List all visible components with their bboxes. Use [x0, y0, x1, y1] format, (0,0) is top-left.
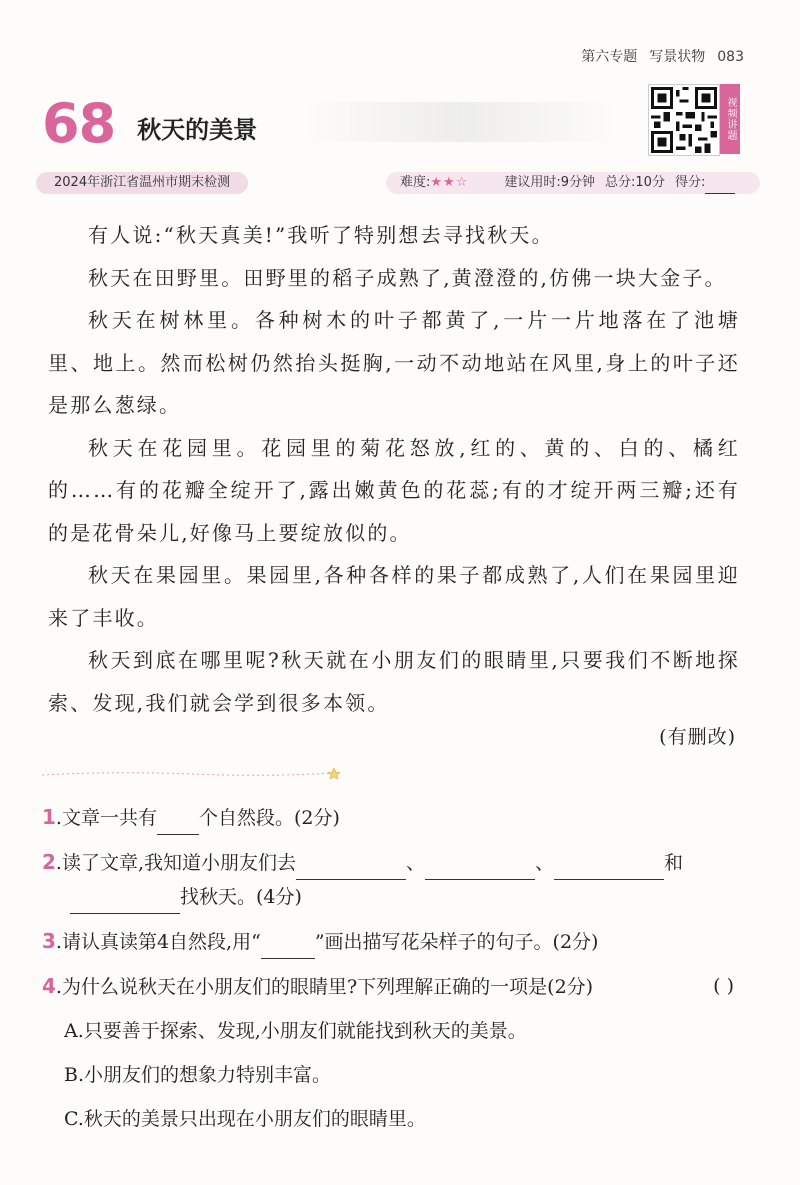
lesson-title: 秋天的美景	[137, 116, 258, 144]
question-number: 2	[42, 850, 56, 874]
paragraph: 秋天在果园里。果园里,各种各样的果子都成熟了,人们在果园里迎来了丰收。	[48, 563, 740, 630]
paragraph: 秋天在田野里。田野里的稻子成熟了,黄澄澄的,仿佛一块大金子。	[88, 265, 727, 290]
video-qr[interactable]	[648, 84, 740, 156]
score-got: 得分:	[675, 172, 735, 194]
question-2: 2.读了文章,我知道小朋友们去 、 、 和 找秋天。(4分)	[42, 845, 752, 914]
section-divider	[42, 768, 342, 780]
answer-blank[interactable]	[157, 834, 199, 835]
paragraph: 有人说:“秋天真美!”我听了特别想去寻找秋天。	[88, 223, 554, 247]
difficulty-stars-icon: ★★☆	[430, 175, 469, 190]
title-watermark	[300, 102, 620, 142]
meta-tag	[386, 172, 760, 194]
star-icon	[328, 768, 340, 779]
total-score: 总分:10分	[605, 175, 665, 190]
answer-blank[interactable]	[554, 879, 664, 880]
questions	[42, 800, 752, 1146]
reading-passage	[48, 214, 740, 724]
paragraph: 秋天在花园里。花园里的菊花怒放,红的、黄的、白的、橘红的……有的花瓣全绽开了,露出嫩黄色的花蕊;有的才绽开两三瓣;还有的是花骨朵儿,好像马上要绽放似的。	[48, 435, 740, 545]
option-b[interactable]: B.小朋友们的想象力特别丰富。	[64, 1064, 332, 1086]
info-bar	[36, 172, 760, 194]
question-1: 1.文章一共有 个自然段。(2分)	[42, 800, 752, 835]
question-number: 3	[42, 929, 56, 953]
question-number: 4	[42, 974, 56, 998]
answer-blank[interactable]	[70, 913, 180, 914]
score-blank[interactable]	[705, 193, 735, 194]
video-tag: 视频讲题	[720, 84, 740, 154]
answer-bracket[interactable]: ( )	[713, 975, 734, 997]
option-a[interactable]: A.只要善于探索、发现,小朋友们就能找到秋天的美景。	[64, 1020, 527, 1042]
difficulty-label: 难度:	[400, 175, 431, 190]
option-c[interactable]: C.秋天的美景只出现在小朋友们的眼睛里。	[64, 1108, 426, 1130]
lesson-title-row	[42, 92, 257, 155]
page-header	[581, 46, 744, 66]
answer-blank[interactable]	[296, 879, 406, 880]
difficulty	[400, 172, 468, 194]
question-3: 3.请认真读第4自然段,用“ ”画出描写花朵样子的句子。(2分)	[42, 924, 752, 959]
paragraph: 秋天到底在哪里呢?秋天就在小朋友们的眼睛里,只要我们不断地探索、发现,我们就会学到很多本领。	[48, 648, 740, 715]
page-number: 083	[717, 49, 744, 65]
question-number: 1	[42, 805, 56, 829]
lesson-number: 68	[42, 92, 116, 155]
qr-code-icon[interactable]	[648, 84, 720, 156]
question-4: 4.为什么说秋天在小朋友们的眼睛里?下列理解正确的一项是(2分) ( )	[42, 969, 752, 1004]
exam-source: 2024年浙江省温州市期末检测	[36, 172, 248, 194]
underline-mark-sample	[261, 958, 315, 959]
suggested-time: 建议用时:9分钟	[504, 175, 596, 190]
topic-label: 写景状物	[649, 49, 706, 65]
source-note: (有删改)	[659, 726, 736, 748]
section-label: 第六专题	[581, 49, 638, 65]
paragraph: 秋天在树林里。各种树木的叶子都黄了,一片一片地落在了池塘里、地上。然而松树仍然抬头挺胸,一动不动地站在风里,身上的叶子还是那么葱绿。	[48, 308, 740, 417]
answer-blank[interactable]	[425, 879, 535, 880]
